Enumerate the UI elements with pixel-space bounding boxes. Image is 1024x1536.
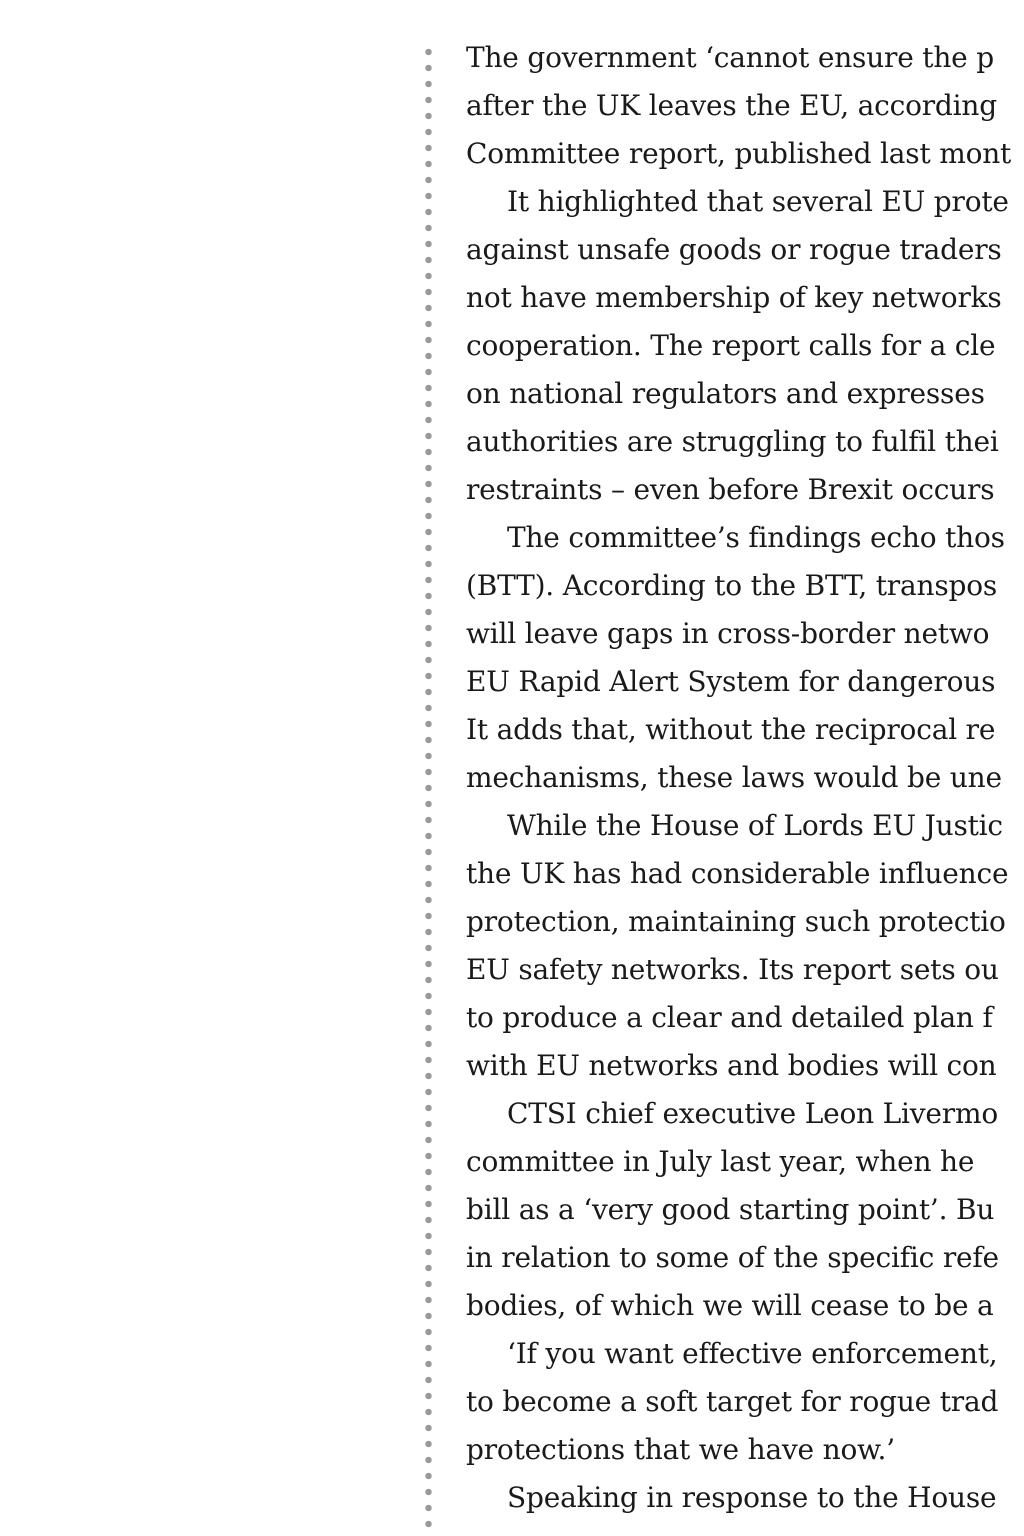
text-line: EU safety networks. Its report sets ou <box>466 953 999 986</box>
text-line: It adds that, without the reciprocal re <box>466 713 996 746</box>
article-body <box>466 38 1024 1526</box>
paragraph-first-line: ‘If you want effective enforcement, <box>507 1337 998 1370</box>
text-line: in relation to some of the specific refe <box>466 1241 999 1274</box>
text-line: will leave gaps in cross-border netwo <box>466 617 990 650</box>
text-line: to become a soft target for rogue trad <box>466 1385 999 1418</box>
text-line: to produce a clear and detailed plan f <box>466 1001 993 1034</box>
text-line: cooperation. The report calls for a cle <box>466 329 996 362</box>
paragraph-first-line: CTSI chief executive Leon Livermo <box>507 1097 998 1130</box>
text-line: EU Rapid Alert System for dangerous <box>466 665 996 698</box>
text-line: bodies, of which we will cease to be a <box>466 1289 994 1322</box>
text-line: Committee report, published last mont <box>466 137 1012 170</box>
text-line: after the UK leaves the EU, according <box>466 89 997 122</box>
paragraph-first-line: Speaking in response to the House <box>507 1481 997 1514</box>
dotted-margin-rule <box>425 44 432 1536</box>
text-line: committee in July last year, when he <box>466 1145 975 1178</box>
paragraph-first-line: While the House of Lords EU Justic <box>507 809 1003 842</box>
text-line: protection, maintaining such protectio <box>466 905 1006 938</box>
text-line: mechanisms, these laws would be une <box>466 761 1002 794</box>
paragraph-first-line: It highlighted that several EU prote <box>507 185 1009 218</box>
text-line: bill as a ‘very good starting point’. Bu <box>466 1193 995 1226</box>
text-line: (BTT). According to the BTT, transpos <box>466 569 998 602</box>
text-line: The government ‘cannot ensure the p <box>466 41 994 74</box>
text-line: restraints – even before Brexit occurs <box>466 473 995 506</box>
text-line: not have membership of key networks <box>466 281 1002 314</box>
text-line: with EU networks and bodies will con <box>466 1049 997 1082</box>
text-line: authorities are struggling to fulfil thei <box>466 425 999 458</box>
paragraph-first-line: The committee’s findings echo thos <box>507 521 1005 554</box>
text-line: on national regulators and expresses <box>466 377 985 410</box>
text-line: against unsafe goods or rogue traders <box>466 233 1002 266</box>
text-line: the UK has had considerable influence <box>466 857 1009 890</box>
text-line: protections that we have now.’ <box>466 1433 895 1466</box>
